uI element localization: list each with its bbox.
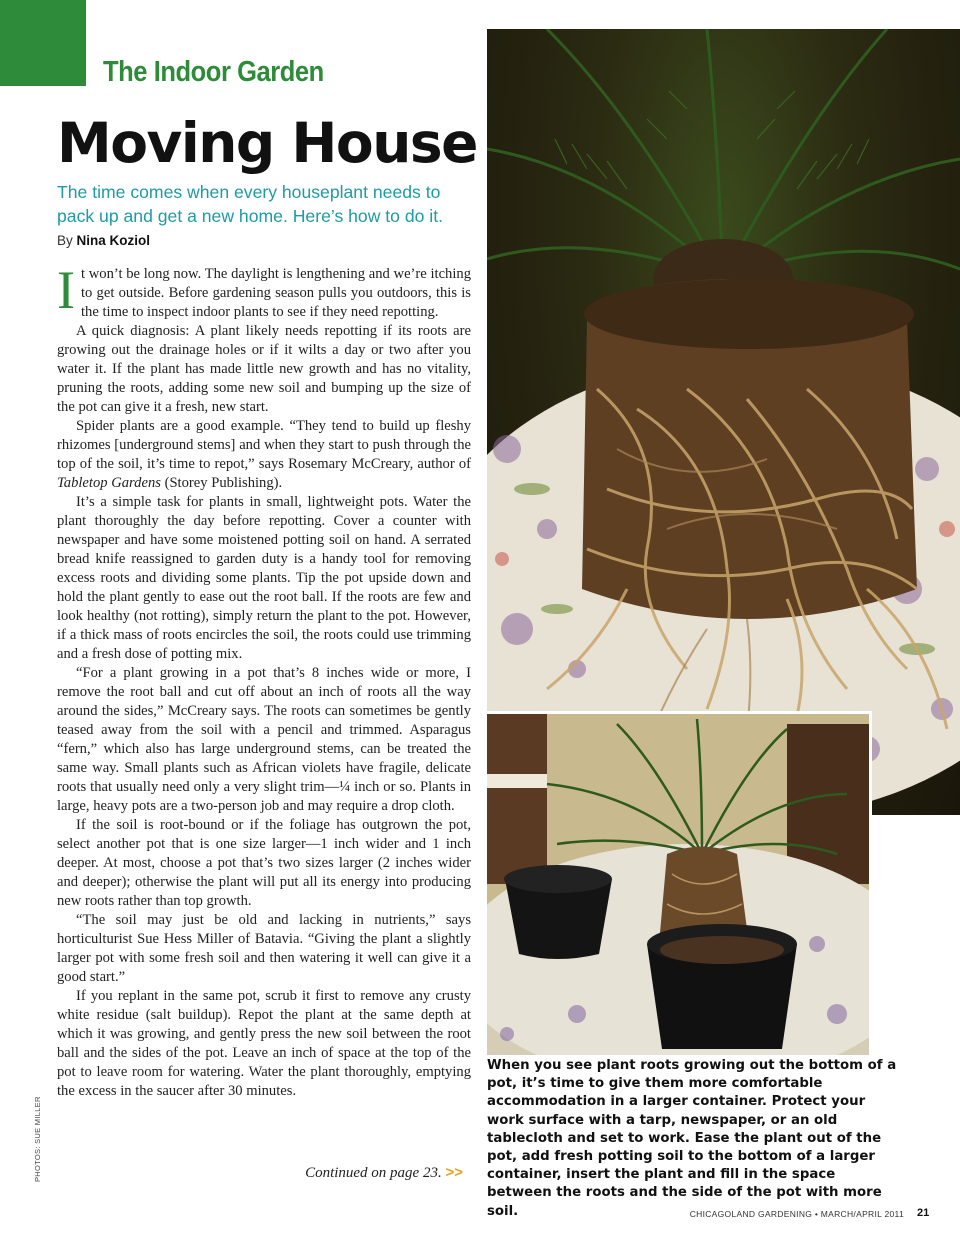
paragraph: It’s a simple task for plants in small, lightweight pots. Water the plant thoroughly the day before repotting. Cover a counter with newspaper and have some moistened potting soil on hand. A serrated bread knife reassigned to garden duty is a handy tool for removing excess roots and dividing some plants. Tip the pot upside down and hold the plant gently to ease out the root ball. If the roots are few and look healthy (not rotting), simply return the plant to the pot. However, if a thick mass of roots encircles the soil, the roots could use trimming and a fresh dose of potting mix. [57,494,471,662]
photo-caption: When you see plant roots growing out the bottom of a pot, it’s time to give them more comfortable accommodation in a larger container. Protect your work surface with a tarp, newspaper, or an old tablecloth and set to work. Ease the plant out of the pot, add fresh potting soil to the bottom of a larger container, insert the plant and fill in the space between the roots and the side of the pot with more soil. [487,1058,897,1219]
paragraph: Spider plants are a good example. “They tend to build up fleshy rhizomes [underground stems] and when they start to push through the top of the soil, it’s time to repot,” says Rosemary McCreary, author of Tabletop Gardens (Storey Publishing). [57,418,471,491]
continue-arrows-icon: >> [445,1164,463,1181]
paragraph: A quick diagnosis: A plant likely needs repotting if its roots are growing out the drainage holes or if it wilts a day or two after you water it. If the plant has made little new growth and has no vitality, pruning the roots, adding some new soil and bumping up the size of the pot can give it a fresh, new start. [57,323,471,415]
photo-root-ball [487,29,960,815]
section-label: The Indoor Garden [103,56,324,88]
article-body [57,260,471,1101]
paragraph: If the soil is root-bound or if the foliage has outgrown the pot, select another pot that is one size larger—1 inch wider and 1 inch deeper. At most, choose a pot that’s two sizes larger (2 inches wider and deeper); otherwise the plant will put all its energy into producing new roots rather than top growth. [57,817,471,909]
section-color-block [0,0,86,86]
photo-repotting-setup [487,711,872,1055]
byline-author: Nina Koziol [76,233,151,248]
byline-prefix: By [57,233,77,248]
drop-cap: I [57,260,75,320]
article-deck: The time comes when every houseplant needs to pack up and get a new home. Here’s how to do it. [57,182,443,226]
page-number: 21 [917,1207,930,1219]
byline [57,233,150,248]
photo-credit: PHOTOS: SUE MILLER [33,1096,42,1182]
book-title: Tabletop Gardens [57,475,161,491]
page-footer: CHICAGOLAND GARDENING • MARCH/APRIL 2011 [689,1209,904,1219]
paragraph: “The soil may just be old and lacking in nutrients,” says horticulturist Sue Hess Miller of Batavia. “Giving the plant a slightly larger pot with some fresh soil and then watering it well can give it a good start.” [57,912,471,985]
continued-link[interactable]: Continued on page 23. >> [305,1164,463,1181]
paragraph: “For a plant growing in a pot that’s 8 inches wide or more, I remove the root ball and cut off about an inch of roots all the way around the sides,” McCreary says. The roots can sometimes be gently teased away from the soil with a pencil and trimmed. Asparagus “fern,” which also has large underground stems, can be treated the same way. Small plants such as African violets have fragile, delicate roots that usually need only a very slight trim—¼ inch or so. Plants in large, heavy pots are a two-person job and may require a drop cloth. [57,665,471,814]
paragraph: It won’t be long now. The daylight is lengthening and we’re itching to get outside. Before gardening season pulls you outdoors, this is the time to inspect indoor plants to see if they need repotting. [57,260,471,320]
article-title: Moving House [57,111,477,175]
paragraph: If you replant in the same pot, scrub it first to remove any crusty white residue (salt buildup). Repot the plant at the same depth at which it was growing, and gently press the new soil between the root ball and the sides of the pot. Leave an inch of space at the top of the pot to leave room for watering. Water the plant thoroughly, emptying the excess in the saucer after 30 minutes. [57,988,471,1099]
